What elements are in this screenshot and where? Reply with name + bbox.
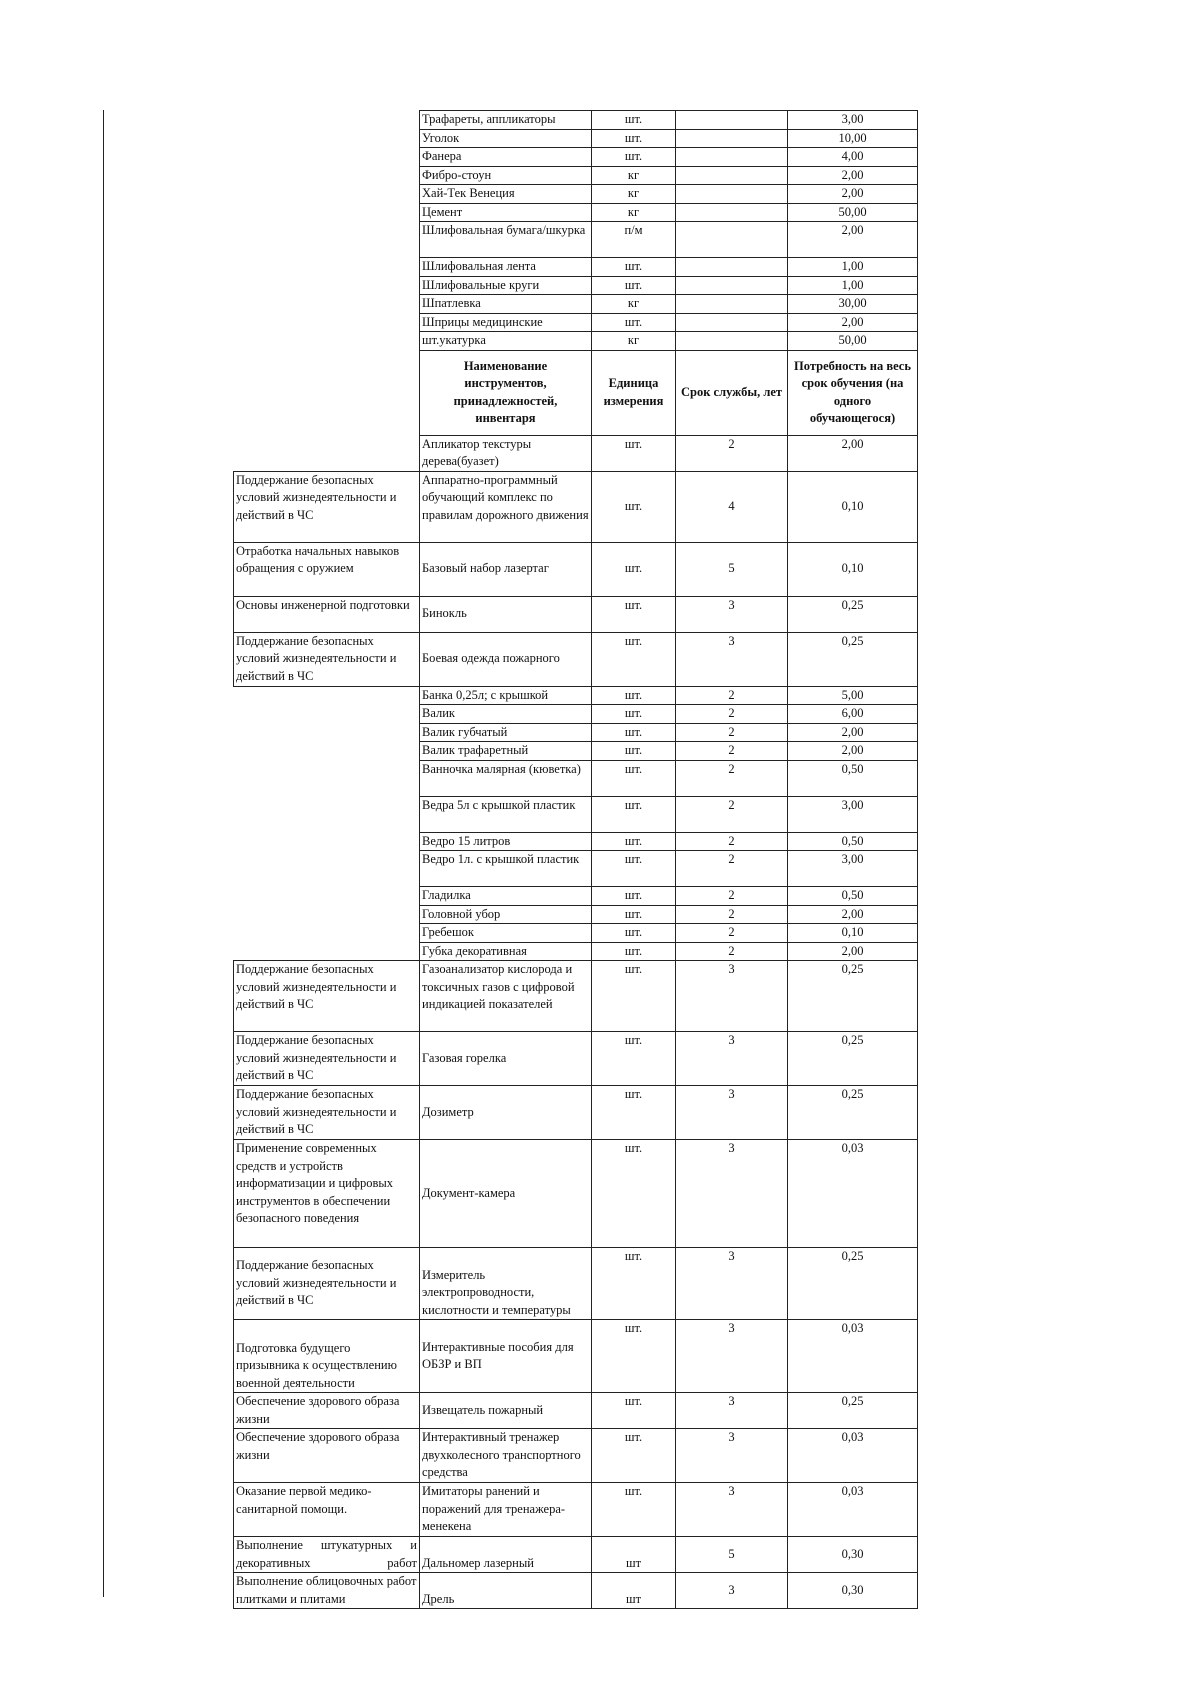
item-cell: Боевая одежда пожарного: [420, 632, 592, 686]
section-cell: Оказание первой медико-санитарной помощи.: [234, 1483, 420, 1537]
unit-cell: шт.: [592, 686, 676, 705]
table-row: [234, 742, 918, 761]
need-cell: 0,25: [788, 1086, 918, 1140]
item-cell: Измеритель электропроводности, кислотности и температуры: [420, 1248, 592, 1320]
need-cell: 2,00: [788, 742, 918, 761]
item-cell: Газовая горелка: [420, 1032, 592, 1086]
section-cell: Поддержание безопасных условий жизнедеятельности и действий в ЧС: [234, 1248, 420, 1320]
life-cell: [676, 332, 788, 351]
table-row: [234, 851, 918, 887]
item-cell: Банка 0,25л; с крышкой: [420, 686, 592, 705]
need-cell: 5,00: [788, 686, 918, 705]
table-row: [234, 332, 918, 351]
table-row: [234, 1429, 918, 1483]
life-cell: 3: [676, 1140, 788, 1248]
unit-cell: шт.: [592, 1429, 676, 1483]
unit-cell: шт.: [592, 705, 676, 724]
item-cell: Дрель: [420, 1573, 592, 1609]
table-row: [234, 942, 918, 961]
need-cell: 2,00: [788, 905, 918, 924]
need-cell: 2,00: [788, 435, 918, 471]
life-cell: 2: [676, 851, 788, 887]
table-row: [234, 111, 918, 130]
unit-cell: шт: [592, 1573, 676, 1609]
table-row: [234, 258, 918, 277]
section-cell: [234, 760, 420, 796]
life-cell: [676, 276, 788, 295]
need-cell: 0,50: [788, 832, 918, 851]
section-cell: [234, 129, 420, 148]
table-row: [234, 1140, 918, 1248]
section-cell: [234, 705, 420, 724]
table-row: [234, 148, 918, 167]
section-cell: [234, 148, 420, 167]
page-margin-line: [103, 110, 104, 1597]
life-cell: [676, 148, 788, 167]
unit-cell: шт.: [592, 1483, 676, 1537]
table-row: [234, 723, 918, 742]
item-cell: Шлифовальная бумага/шкурка: [420, 222, 592, 258]
need-cell: 2,00: [788, 313, 918, 332]
item-cell: Извещатель пожарный: [420, 1393, 592, 1429]
need-cell: 0,30: [788, 1537, 918, 1573]
need-cell: 50,00: [788, 203, 918, 222]
item-cell: Фибро-стоун: [420, 166, 592, 185]
life-cell: 2: [676, 942, 788, 961]
need-cell: 0,10: [788, 542, 918, 596]
need-cell: 3,00: [788, 851, 918, 887]
section-cell: [234, 166, 420, 185]
item-cell: Хай-Тек Венеция: [420, 185, 592, 204]
unit-cell: шт.: [592, 887, 676, 906]
life-cell: 3: [676, 596, 788, 632]
need-cell: 0,25: [788, 632, 918, 686]
item-cell: Шлифовальная лента: [420, 258, 592, 277]
section-cell: [234, 942, 420, 961]
section-cell: Поддержание безопасных условий жизнедеятельности и действий в ЧС: [234, 471, 420, 542]
life-cell: [676, 129, 788, 148]
unit-cell: шт: [592, 1537, 676, 1573]
life-cell: 2: [676, 924, 788, 943]
need-cell: 0,10: [788, 471, 918, 542]
need-cell: 1,00: [788, 258, 918, 277]
section-cell: [234, 435, 420, 471]
item-cell: Ванночка малярная (кюветка): [420, 760, 592, 796]
item-cell: Базовый набор лазертаг: [420, 542, 592, 596]
header-need: Потребность на весь срок обучения (на одного обучающегося): [788, 350, 918, 435]
table-row: [234, 295, 918, 314]
unit-cell: п/м: [592, 222, 676, 258]
need-cell: 2,00: [788, 185, 918, 204]
section-cell: Обеспечение здорового образа жизни: [234, 1429, 420, 1483]
need-cell: 0,25: [788, 596, 918, 632]
section-cell: Поддержание безопасных условий жизнедеятельности и действий в ЧС: [234, 632, 420, 686]
item-cell: Аппаратно-программный обучающий комплекс по правилам дорожного движения: [420, 471, 592, 542]
section-cell: Выполнение штукатурных и декоративных работ: [234, 1537, 420, 1573]
life-cell: 3: [676, 1393, 788, 1429]
life-cell: 2: [676, 705, 788, 724]
life-cell: 4: [676, 471, 788, 542]
section-cell: [234, 350, 420, 435]
table-row: [234, 705, 918, 724]
life-cell: 2: [676, 887, 788, 906]
unit-cell: шт.: [592, 471, 676, 542]
unit-cell: шт.: [592, 1032, 676, 1086]
unit-cell: шт.: [592, 832, 676, 851]
life-cell: 2: [676, 686, 788, 705]
table-row: [234, 1086, 918, 1140]
item-cell: Апликатор текстуры дерева(буазет): [420, 435, 592, 471]
unit-cell: шт.: [592, 1393, 676, 1429]
unit-cell: шт.: [592, 742, 676, 761]
section-cell: [234, 924, 420, 943]
table-row: [234, 887, 918, 906]
table-row: [234, 686, 918, 705]
table-header-row: [234, 350, 918, 435]
item-cell: Ведра 5л с крышкой пластик: [420, 796, 592, 832]
section-cell: [234, 723, 420, 742]
unit-cell: шт.: [592, 851, 676, 887]
life-cell: 2: [676, 905, 788, 924]
table-row: [234, 1483, 918, 1537]
item-cell: Гладилка: [420, 887, 592, 906]
need-cell: 0,03: [788, 1483, 918, 1537]
table-row: [234, 832, 918, 851]
section-cell: Подготовка будущего призывника к осуществлению военной деятельности: [234, 1320, 420, 1393]
unit-cell: шт.: [592, 942, 676, 961]
item-cell: Уголок: [420, 129, 592, 148]
section-cell: Поддержание безопасных условий жизнедеятельности и действий в ЧС: [234, 961, 420, 1032]
section-cell: [234, 332, 420, 351]
section-cell: [234, 686, 420, 705]
section-cell: Обеспечение здорового образа жизни: [234, 1393, 420, 1429]
item-cell: Дозиметр: [420, 1086, 592, 1140]
item-cell: Интерактивный тренажер двухколесного транспортного средства: [420, 1429, 592, 1483]
table-row: [234, 596, 918, 632]
unit-cell: шт.: [592, 148, 676, 167]
need-cell: 2,00: [788, 723, 918, 742]
life-cell: 3: [676, 1032, 788, 1086]
item-cell: Валик: [420, 705, 592, 724]
section-cell: Основы инженерной подготовки: [234, 596, 420, 632]
unit-cell: кг: [592, 295, 676, 314]
table-row: [234, 1032, 918, 1086]
item-cell: Ведро 1л. с крышкой пластик: [420, 851, 592, 887]
item-cell: Трафареты, аппликаторы: [420, 111, 592, 130]
section-cell: [234, 851, 420, 887]
table-row: [234, 1248, 918, 1320]
unit-cell: шт.: [592, 723, 676, 742]
equipment-table: [233, 110, 918, 1609]
section-cell: Выполнение облицовочных работ плитками и плитами: [234, 1573, 420, 1609]
unit-cell: шт.: [592, 905, 676, 924]
life-cell: [676, 295, 788, 314]
unit-cell: кг: [592, 203, 676, 222]
need-cell: 10,00: [788, 129, 918, 148]
item-cell: Головной убор: [420, 905, 592, 924]
table-row: [234, 222, 918, 258]
item-cell: шт.укатурка: [420, 332, 592, 351]
need-cell: 2,00: [788, 222, 918, 258]
unit-cell: шт.: [592, 796, 676, 832]
life-cell: 5: [676, 542, 788, 596]
table-row: [234, 760, 918, 796]
unit-cell: шт.: [592, 111, 676, 130]
need-cell: 50,00: [788, 332, 918, 351]
table-row: [234, 1573, 918, 1609]
life-cell: [676, 258, 788, 277]
unit-cell: шт.: [592, 760, 676, 796]
section-cell: [234, 742, 420, 761]
need-cell: 0,50: [788, 760, 918, 796]
section-cell: Поддержание безопасных условий жизнедеятельности и действий в ЧС: [234, 1032, 420, 1086]
life-cell: [676, 185, 788, 204]
item-cell: Валик губчатый: [420, 723, 592, 742]
table-row: [234, 166, 918, 185]
need-cell: 6,00: [788, 705, 918, 724]
need-cell: 0,50: [788, 887, 918, 906]
unit-cell: шт.: [592, 596, 676, 632]
unit-cell: шт.: [592, 276, 676, 295]
item-cell: Имитаторы ранений и поражений для тренажера-менекена: [420, 1483, 592, 1537]
section-cell: [234, 185, 420, 204]
header-life: Срок службы, лет: [676, 350, 788, 435]
item-cell: Цемент: [420, 203, 592, 222]
life-cell: 5: [676, 1537, 788, 1573]
item-cell: Шприцы медицинские: [420, 313, 592, 332]
table-row: [234, 542, 918, 596]
item-cell: Газоанализатор кислорода и токсичных газов с цифровой индикацией показателей: [420, 961, 592, 1032]
unit-cell: шт.: [592, 961, 676, 1032]
life-cell: 3: [676, 1248, 788, 1320]
life-cell: 2: [676, 723, 788, 742]
item-cell: Интерактивные пособия для ОБЗР и ВП: [420, 1320, 592, 1393]
life-cell: [676, 166, 788, 185]
table-row: [234, 1393, 918, 1429]
life-cell: 3: [676, 1429, 788, 1483]
section-cell: [234, 796, 420, 832]
table-row: [234, 796, 918, 832]
unit-cell: шт.: [592, 313, 676, 332]
table-row: [234, 1537, 918, 1573]
need-cell: 0,30: [788, 1573, 918, 1609]
life-cell: [676, 313, 788, 332]
table-row: [234, 924, 918, 943]
table-row: [234, 203, 918, 222]
section-cell: [234, 905, 420, 924]
life-cell: 2: [676, 832, 788, 851]
unit-cell: шт.: [592, 1320, 676, 1393]
section-cell: [234, 111, 420, 130]
item-cell: Бинокль: [420, 596, 592, 632]
item-cell: Гребешок: [420, 924, 592, 943]
need-cell: 0,03: [788, 1429, 918, 1483]
life-cell: [676, 203, 788, 222]
need-cell: 3,00: [788, 796, 918, 832]
unit-cell: шт.: [592, 632, 676, 686]
item-cell: Шлифовальные круги: [420, 276, 592, 295]
section-cell: [234, 313, 420, 332]
unit-cell: шт.: [592, 435, 676, 471]
unit-cell: шт.: [592, 258, 676, 277]
item-cell: Губка декоративная: [420, 942, 592, 961]
need-cell: 0,25: [788, 1393, 918, 1429]
item-cell: Дальномер лазерный: [420, 1537, 592, 1573]
life-cell: 3: [676, 1573, 788, 1609]
item-cell: Шпатлевка: [420, 295, 592, 314]
unit-cell: кг: [592, 185, 676, 204]
life-cell: 3: [676, 1086, 788, 1140]
item-cell: Ведро 15 литров: [420, 832, 592, 851]
need-cell: 30,00: [788, 295, 918, 314]
life-cell: 2: [676, 796, 788, 832]
table-row: [234, 276, 918, 295]
table-row: [234, 185, 918, 204]
table-row: [234, 313, 918, 332]
table-row: [234, 435, 918, 471]
need-cell: 4,00: [788, 148, 918, 167]
unit-cell: шт.: [592, 1086, 676, 1140]
need-cell: 1,00: [788, 276, 918, 295]
need-cell: 2,00: [788, 166, 918, 185]
item-cell: Документ-камера: [420, 1140, 592, 1248]
unit-cell: кг: [592, 166, 676, 185]
section-cell: [234, 276, 420, 295]
header-name: Наименование инструментов, принадлежностей, инвентаря: [420, 350, 592, 435]
need-cell: 0,25: [788, 961, 918, 1032]
header-unit: Единица измерения: [592, 350, 676, 435]
life-cell: 2: [676, 760, 788, 796]
need-cell: 3,00: [788, 111, 918, 130]
section-cell: [234, 222, 420, 258]
unit-cell: шт.: [592, 924, 676, 943]
section-cell: [234, 832, 420, 851]
life-cell: 3: [676, 1483, 788, 1537]
section-cell: [234, 203, 420, 222]
section-cell: [234, 887, 420, 906]
life-cell: 3: [676, 632, 788, 686]
need-cell: 2,00: [788, 942, 918, 961]
section-cell: Поддержание безопасных условий жизнедеятельности и действий в ЧС: [234, 1086, 420, 1140]
unit-cell: кг: [592, 332, 676, 351]
need-cell: 0,25: [788, 1248, 918, 1320]
section-cell: [234, 295, 420, 314]
table-row: [234, 471, 918, 542]
section-cell: Применение современных средств и устройств информатизации и цифровых инструментов в обеспечении безопасного поведения: [234, 1140, 420, 1248]
unit-cell: шт.: [592, 1248, 676, 1320]
need-cell: 0,25: [788, 1032, 918, 1086]
table-row: [234, 905, 918, 924]
need-cell: 0,03: [788, 1320, 918, 1393]
life-cell: 3: [676, 961, 788, 1032]
unit-cell: шт.: [592, 542, 676, 596]
item-cell: Фанера: [420, 148, 592, 167]
item-cell: Валик трафаретный: [420, 742, 592, 761]
life-cell: [676, 222, 788, 258]
need-cell: 0,03: [788, 1140, 918, 1248]
life-cell: 3: [676, 1320, 788, 1393]
life-cell: [676, 111, 788, 130]
table-row: [234, 129, 918, 148]
table-row: [234, 632, 918, 686]
section-cell: [234, 258, 420, 277]
table-row: [234, 1320, 918, 1393]
life-cell: 2: [676, 742, 788, 761]
table-row: [234, 961, 918, 1032]
unit-cell: шт.: [592, 129, 676, 148]
need-cell: 0,10: [788, 924, 918, 943]
life-cell: 2: [676, 435, 788, 471]
unit-cell: шт.: [592, 1140, 676, 1248]
section-cell: Отработка начальных навыков обращения с оружием: [234, 542, 420, 596]
